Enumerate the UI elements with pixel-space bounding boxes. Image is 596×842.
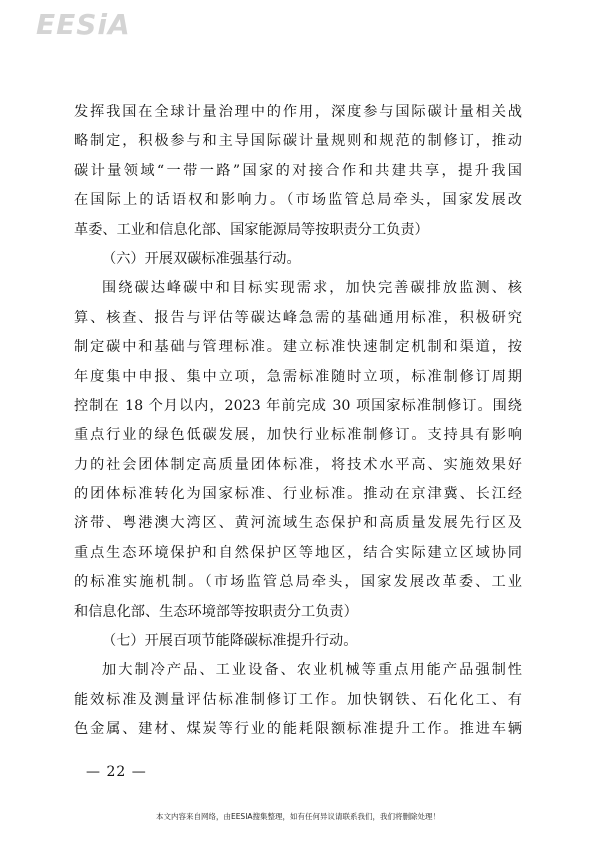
body-line: 围绕碳达峰碳中和目标实现需求，加快完善碳排放监测、核 [102, 280, 522, 297]
document-body [74, 98, 522, 745]
body-line: 色金属、建材、煤炭等行业的能耗限额标准提升工作。推进车辆 [74, 721, 522, 738]
body-line: 的团体标准转化为国家标准、行业标准。推动在京津冀、长江经 [74, 486, 522, 503]
body-line: 发挥我国在全球计量治理中的作用，深度参与国际碳计量相关战 [74, 104, 522, 120]
body-line: 和信息化部、生态环境部等按职责分工负责） [74, 603, 358, 620]
section-heading-six: （六）开展双碳标准强基行动。 [102, 250, 301, 267]
body-line: 的标准实施机制。（市场监管总局牵头，国家发展改革委、工业 [74, 574, 522, 591]
body-line: 算、核查、报告与评估等碳达峰急需的基础通用标准，积极研究 [74, 309, 522, 326]
body-line: 年度集中申报、集中立项，急需标准随时立项，标准制修订周期 [74, 368, 522, 385]
body-line: 力的社会团体制定高质量团体标准，将技术水平高、实施效果好 [74, 456, 522, 473]
body-line: 控制在 18 个月以内，2023 年前完成 30 项国家标准制修订。围绕 [74, 397, 522, 414]
body-line: 济带、粤港澳大湾区、黄河流域生态保护和高质量发展先行区及 [74, 515, 522, 532]
body-line: 在国际上的话语权和影响力。（市场监管总局牵头，国家发展改 [74, 192, 522, 209]
eesia-logo: EESiA [36, 8, 131, 41]
body-line: 加大制冷产品、工业设备、农业机械等重点用能产品强制性 [102, 662, 522, 679]
section-heading-seven: （七）开展百项节能降碳标准提升行动。 [102, 633, 358, 650]
body-line: 重点行业的绿色低碳发展，加快行业标准制修订。支持具有影响 [74, 427, 522, 444]
body-line: 碳计量领域“一带一路”国家的对接合作和共建共享，提升我国 [74, 162, 522, 179]
body-line: 略制定，积极参与和主导国际碳计量规则和规范的制修订，推动 [74, 133, 522, 150]
body-line: 制定碳中和基础与管理标准。建立标准快速制定机制和渠道，按 [74, 339, 522, 356]
page-number: — 22 — [86, 764, 147, 780]
footer-disclaimer: 本文内容来自网络，由EESIA搜集整理，如有任何异议请联系我们，我们将删除处理！ [155, 812, 441, 821]
body-line: 革委、工业和信息化部、国家能源局等按职责分工负责） [74, 221, 429, 238]
body-line: 重点生态环境保护和自然保护区等地区，结合实际建立区域协同 [74, 544, 522, 561]
body-line: 能效标准及测量评估标准制修订工作。加快钢铁、石化化工、有 [74, 691, 522, 708]
